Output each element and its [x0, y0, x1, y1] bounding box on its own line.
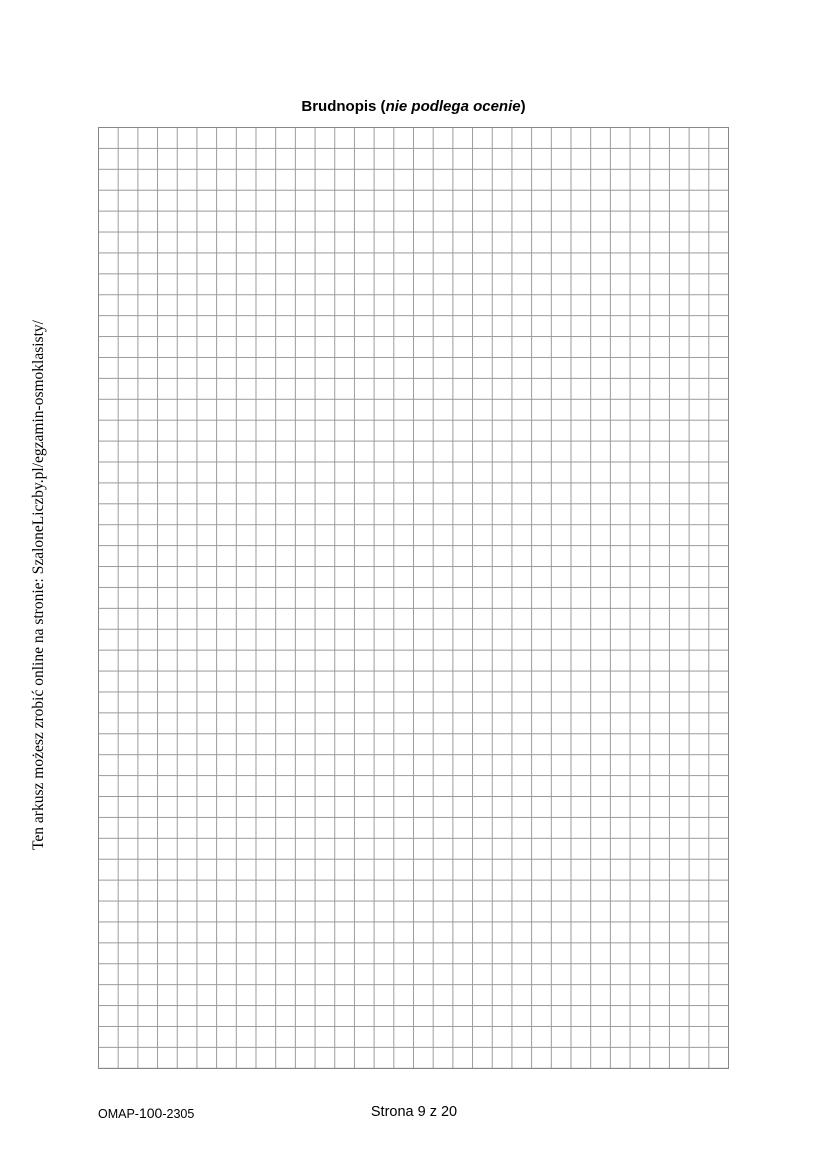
title-paren-close: ) [520, 98, 526, 115]
page-number: Strona 9 z 20 [370, 1104, 458, 1120]
title-italic-note: nie podlega ocenie [385, 98, 521, 115]
title-paren-open: ( [376, 98, 386, 115]
exam-code-suffix: -2305 [162, 1107, 195, 1121]
title-main: Brudnopis [301, 98, 377, 115]
side-note-vertical: Ten arkusz możesz zrobić online na stronie: SzaloneLiczby.pl/egzamin-osmoklasisty/ [30, 320, 47, 850]
exam-code-mid: 100 [138, 1105, 163, 1121]
page-title [98, 98, 729, 116]
draft-grid[interactable] [98, 127, 729, 1069]
exam-code-prefix: OMAP- [98, 1107, 139, 1121]
